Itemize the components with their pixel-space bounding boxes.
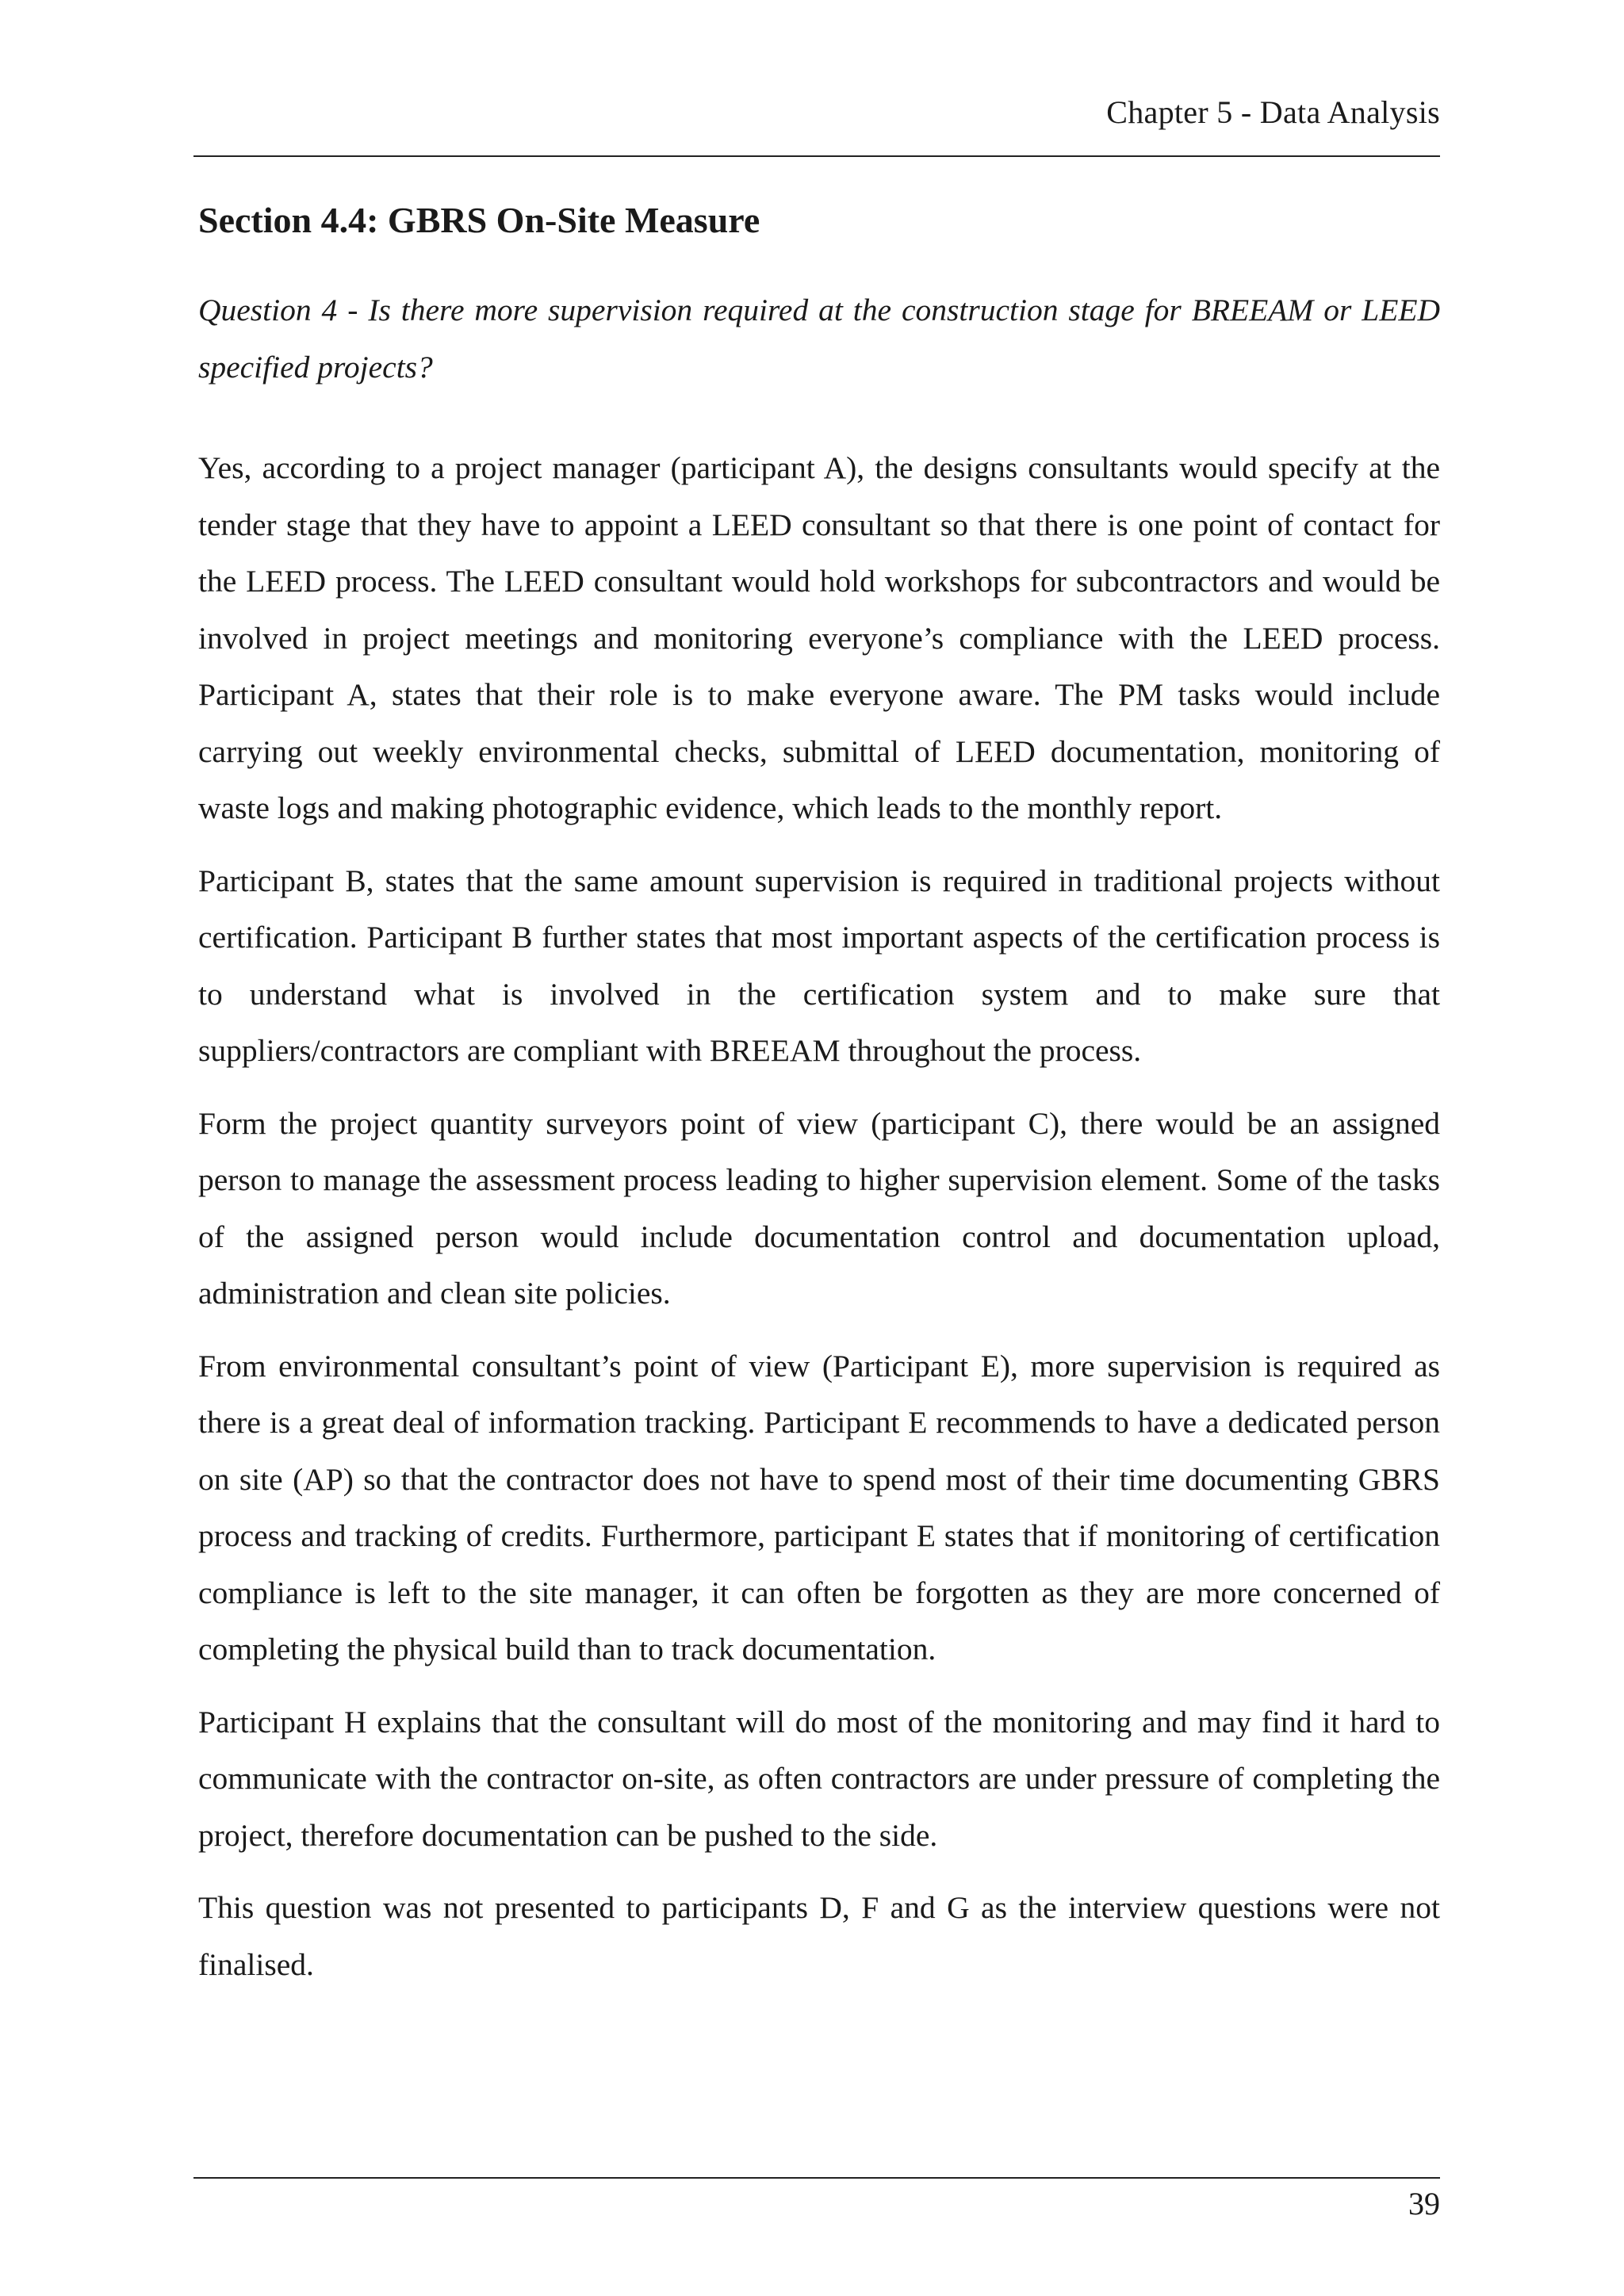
footer-rule: [193, 2177, 1440, 2179]
interview-question: Question 4 - Is there more supervision required at the construction stage for BREEAM or LEED specified projects?: [198, 293, 1440, 385]
body-content: [198, 282, 1440, 2009]
header-rule: [193, 155, 1440, 157]
paragraph-not-presented: This question was not presented to participants D, F and G as the interview questions were not finalised.: [198, 1890, 1440, 1982]
running-header: Chapter 5 - Data Analysis: [1106, 94, 1440, 130]
section-heading: Section 4.4: GBRS On-Site Measure: [198, 200, 760, 240]
paragraph-participant-a: Yes, according to a project manager (participant A), the designs consultants would specify at the tender stage that they have to appoint a LEED consultant so that there is one point of contact for the LEED process. The LEED consultant would hold workshops for subcontractors and would be involved in project meetings and monitoring everyone’s compliance with the LEED process. Participant A, states that their role is to make everyone aware. The PM tasks would include carrying out weekly environmental checks, submittal of LEED documentation, monitoring of waste logs and making photographic evidence, which leads to the monthly report.: [198, 450, 1440, 825]
paragraph-participant-c: Form the project quantity surveyors point of view (participant C), there would be an assigned person to manage the assessment process leading to higher supervision element. Some of the tasks of the assigned person would include documentation control and documentation upload, administration and clean site policies.: [198, 1105, 1440, 1311]
paragraph-participant-b: Participant B, states that the same amount supervision is required in traditional projects without certification. Participant B further states that most important aspects of the certification process is to understand what is involved in the certification system and to make sure that suppliers/contractors are compliant with BREEAM throughout the process.: [198, 863, 1440, 1068]
paragraph-participant-e: From environmental consultant’s point of view (Participant E), more supervision is required as there is a great deal of information tracking. Participant E recommends to have a dedicated person on site (AP) so that the contractor does not have to spend most of their time documenting GBRS process and tracking of credits. Furthermore, participant E states that if monitoring of certification compliance is left to the site manager, it can often be forgotten as they are more concerned of completing the physical build than to track documentation.: [198, 1348, 1440, 1667]
paragraph-participant-h: Participant H explains that the consultant will do most of the monitoring and may find it hard to communicate with the contractor on-site, as often contractors are under pressure of completing the project, therefore documentation can be pushed to the side.: [198, 1704, 1440, 1853]
page-number: 39: [1408, 2186, 1440, 2221]
